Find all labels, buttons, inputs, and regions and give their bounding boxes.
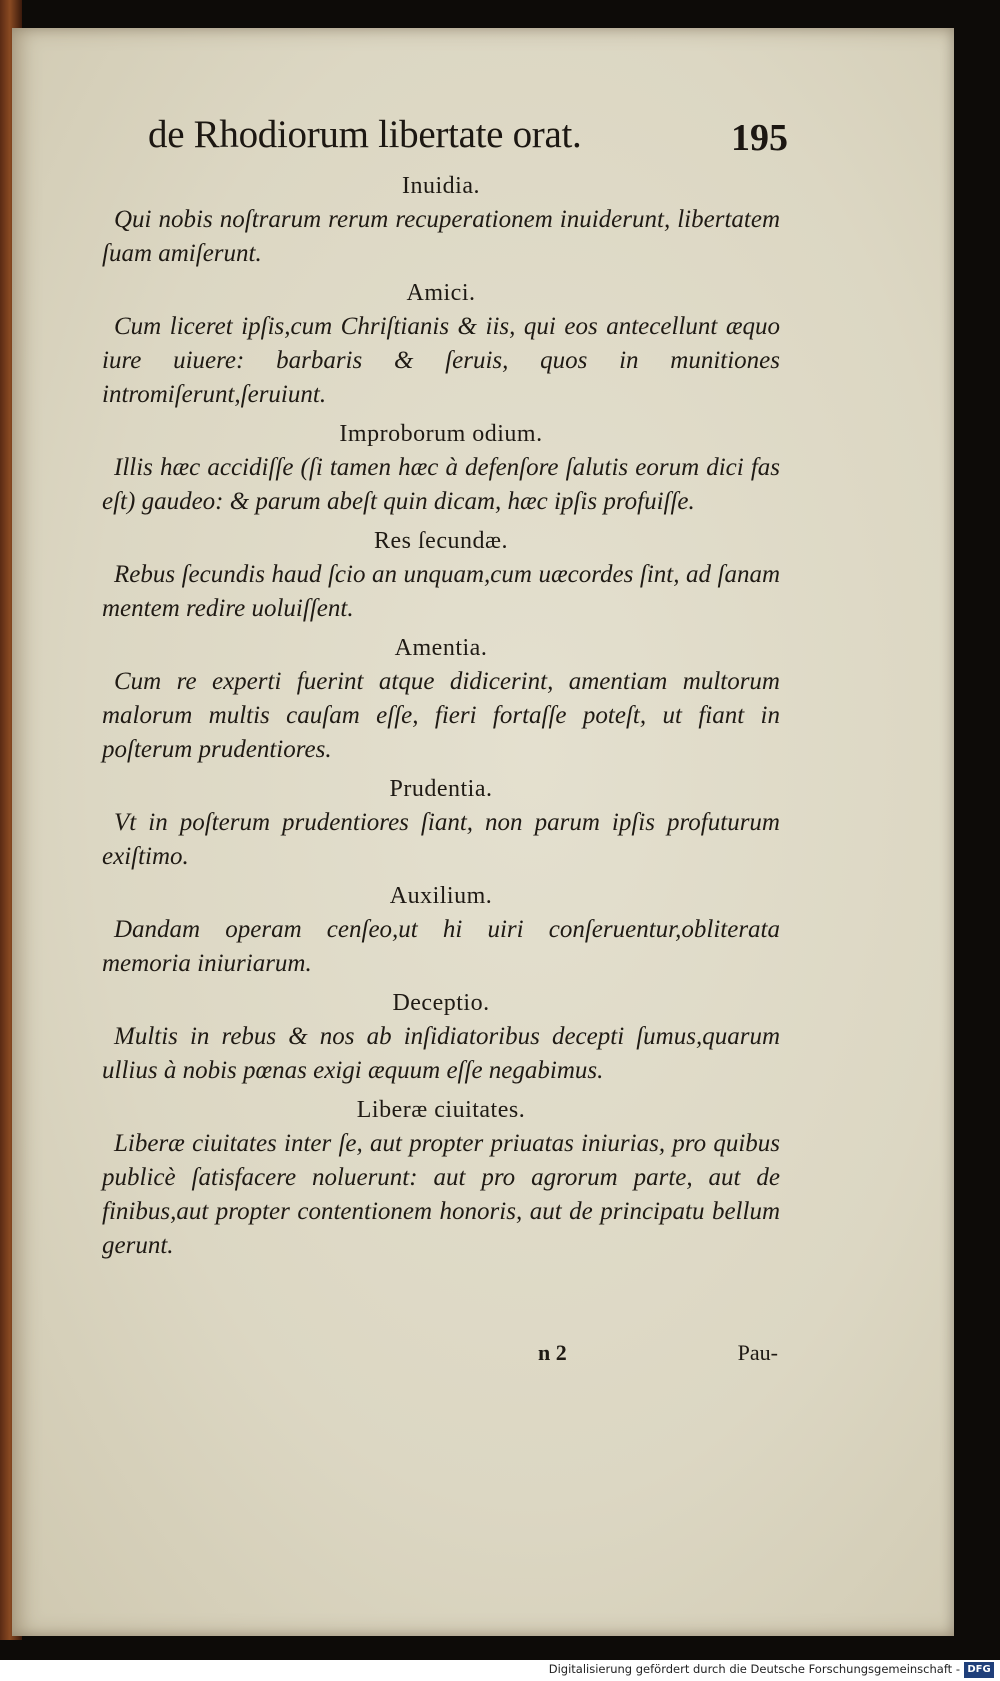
section-amici [102,277,780,412]
section-text: Liberæ ciuitates inter ſe, aut propter priuatas iniurias, pro quibus publicè ſatisfacere noluerunt: aut pro agrorum parte, aut de finibus,aut propter contentionem honoris, aut de principatu bellum gerunt. [102,1130,780,1259]
section-heading: Inuidia. [402,173,480,199]
credit-text: Digitalisierung gefördert durch die Deutsche Forschungsgemeinschaft - [548,1662,960,1676]
section-prudentia [102,773,780,874]
section-deceptio [102,987,780,1088]
section-inuidia [102,170,780,271]
page-footer [538,1340,778,1370]
page-header [148,112,788,172]
section-text: Cum liceret ipſis,cum Chriſtianis & iis, qui eos antecellunt æquo iure uiuere: barbaris & ſeruis, quos in munitiones intromiſerunt,ſeruiunt. [102,313,780,408]
section-text: Cum re experti fuerint atque didicerint, amentiam multorum malorum multis cauſam eſſe, fieri fortaſſe poteſt, ut fiant in poſterum prudentiores. [102,668,780,763]
running-title: de Rhodiorum libertate orat. [148,113,582,156]
section-heading: Auxilium. [389,883,493,909]
section-heading: Liberæ ciuitates. [356,1097,526,1123]
section-heading: Amici. [406,280,476,306]
section-heading: Improborum odium. [339,421,543,447]
section-res-secundae [102,525,780,626]
section-amentia [102,632,780,767]
section-heading: Deceptio. [392,990,490,1016]
credit-bar [0,1660,1000,1681]
section-heading: Res ſecundæ. [374,528,508,554]
section-text: Qui nobis noſtrarum rerum recuperationem inuiderunt, libertatem ſuam amiſerunt. [102,206,780,267]
section-text: Dandam operam cenſeo,ut hi uiri conſeruentur,obliterata memoria iniuriarum. [102,916,780,977]
section-improborum-odium [102,418,780,519]
section-heading: Prudentia. [389,776,493,802]
section-auxilium [102,880,780,981]
section-text: Rebus ſecundis haud ſcio an unquam,cum uæcordes ſint, ad ſanam mentem redire uoluiſſent. [102,561,780,622]
catchword: Pau- [737,1340,778,1365]
page-number: 195 [731,117,788,159]
section-text: Vt in poſterum prudentiores ſiant, non parum ipſis profuturum exiſtimo. [102,809,780,870]
section-heading: Amentia. [394,635,488,661]
text-block [102,170,780,1269]
section-text: Multis in rebus & nos ab inſidiatoribus decepti ſumus,quarum ullius à nobis pœnas exigi æquum eſſe negabimus. [102,1023,780,1084]
section-text: Illis hæc accidiſſe (ſi tamen hæc à defenſore ſalutis eorum dici fas eſt) gaudeo: & parum abeſt quin dicam, hæc ipſis profuiſſe. [102,454,780,515]
section-liberae-ciuitates [102,1094,780,1263]
signature-mark: n 2 [538,1340,567,1365]
dfg-logo: DFG [964,1662,994,1678]
